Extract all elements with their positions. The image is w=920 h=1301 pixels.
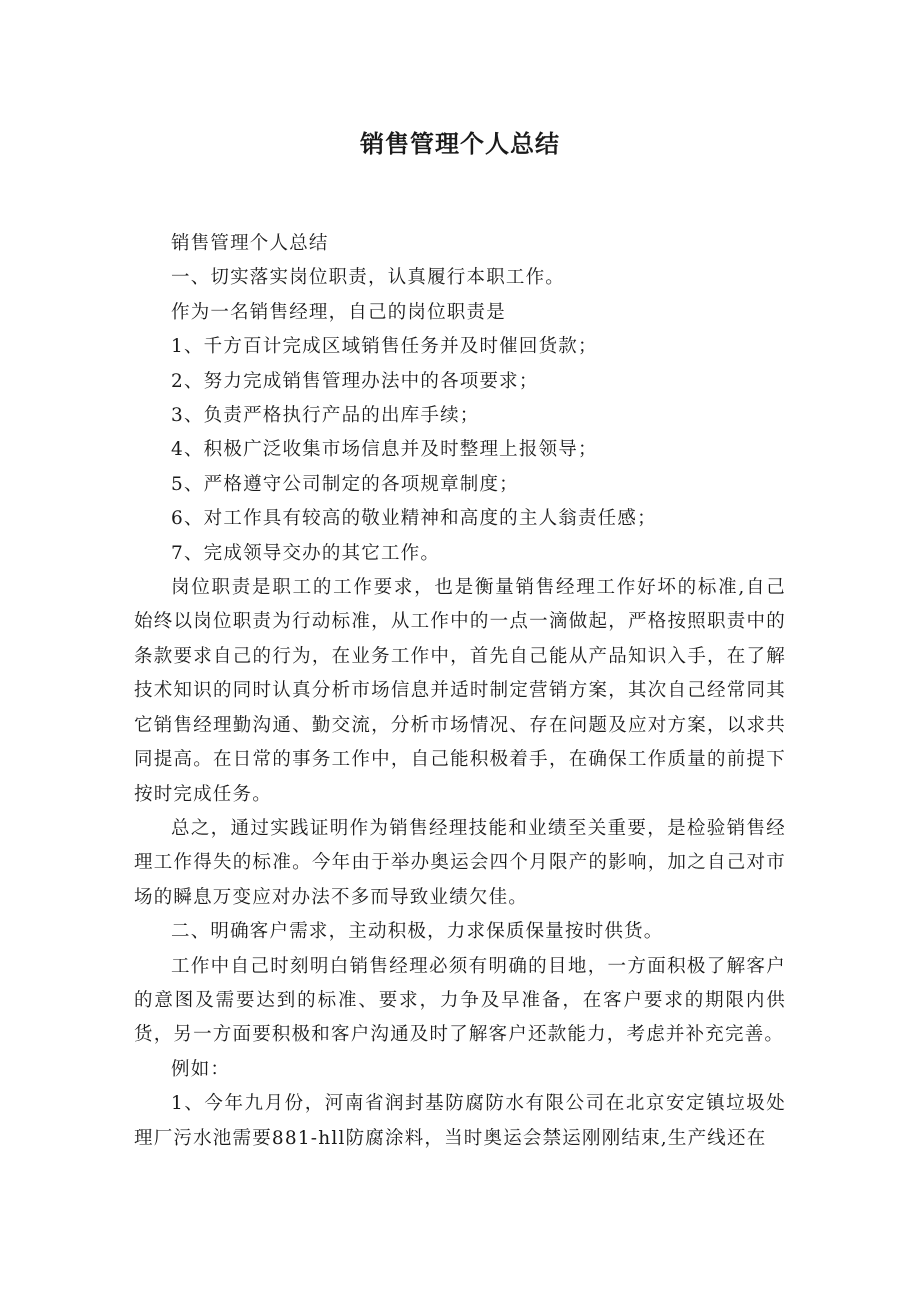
- list-item: 7、完成领导交办的其它工作。: [171, 542, 441, 564]
- paragraph: 工作中自己时刻明白销售经理必须有明确的目地，一方面积极了解客户的意图及需要达到的标准、要求，力争及早准备，在客户要求的期限内供货，另一方面要积极和客户沟通及时了解客户还款能力，考虑并补充完善。: [134, 955, 786, 1046]
- paragraph: 总之，通过实践证明作为销售经理技能和业绩至关重要，是检验销售经理工作得失的标准。今年由于举办奥运会四个月限产的影响，加之自己对市场的瞬息万变应对办法不多而导致业绩欠佳。: [134, 817, 786, 908]
- list-item: 4、积极广泛收集市场信息并及时整理上报领导；: [171, 439, 598, 461]
- paragraph: 作为一名销售经理，自己的岗位职责是: [171, 301, 506, 323]
- list-item: 6、对工作具有较高的敬业精神和高度的主人翁责任感；: [171, 508, 657, 530]
- section-heading-2: 二、明确客户需求，主动积极，力求保质保量按时供货。: [171, 921, 664, 943]
- paragraph: 例如：: [171, 1058, 231, 1080]
- list-item: 3、负责严格执行产品的出库手续；: [171, 405, 480, 427]
- paragraph: 岗位职责是职工的工作要求，也是衡量销售经理工作好坏的标准,自己始终以岗位职责为行动标准，从工作中的一点一滴做起，严格按照职责中的条款要求自己的行为，在业务工作中，首先自己能从产品知识入手，在了解技术知识的同时认真分析市场信息并适时制定营销方案，其次自己经常同其它销售经理勤沟通、勤交流，分析市场情况、存在问题及应对方案，以求共同提高。在日常的事务工作中，自己能积极着手，在确保工作质量的前提下按时完成任务。: [134, 577, 786, 805]
- document-body: [134, 227, 786, 1156]
- section-heading-1: 一、切实落实岗位职责，认真履行本职工作。: [171, 267, 566, 289]
- list-item: 1、千方百计完成区域销售任务并及时催回货款；: [171, 336, 598, 358]
- document-title: 销售管理个人总结: [360, 130, 560, 158]
- paragraph-heading: 销售管理个人总结: [171, 233, 329, 254]
- list-item: 2、努力完成销售管理办法中的各项要求；: [171, 370, 539, 392]
- paragraph: 1、今年九月份，河南省润封基防腐防水有限公司在北京安定镇垃圾处理厂污水池需要881-hll防腐涂料，当时奥运会禁运刚刚结束,生产线还在: [134, 1093, 786, 1149]
- list-item: 5、严格遵守公司制定的各项规章制度；: [171, 473, 519, 495]
